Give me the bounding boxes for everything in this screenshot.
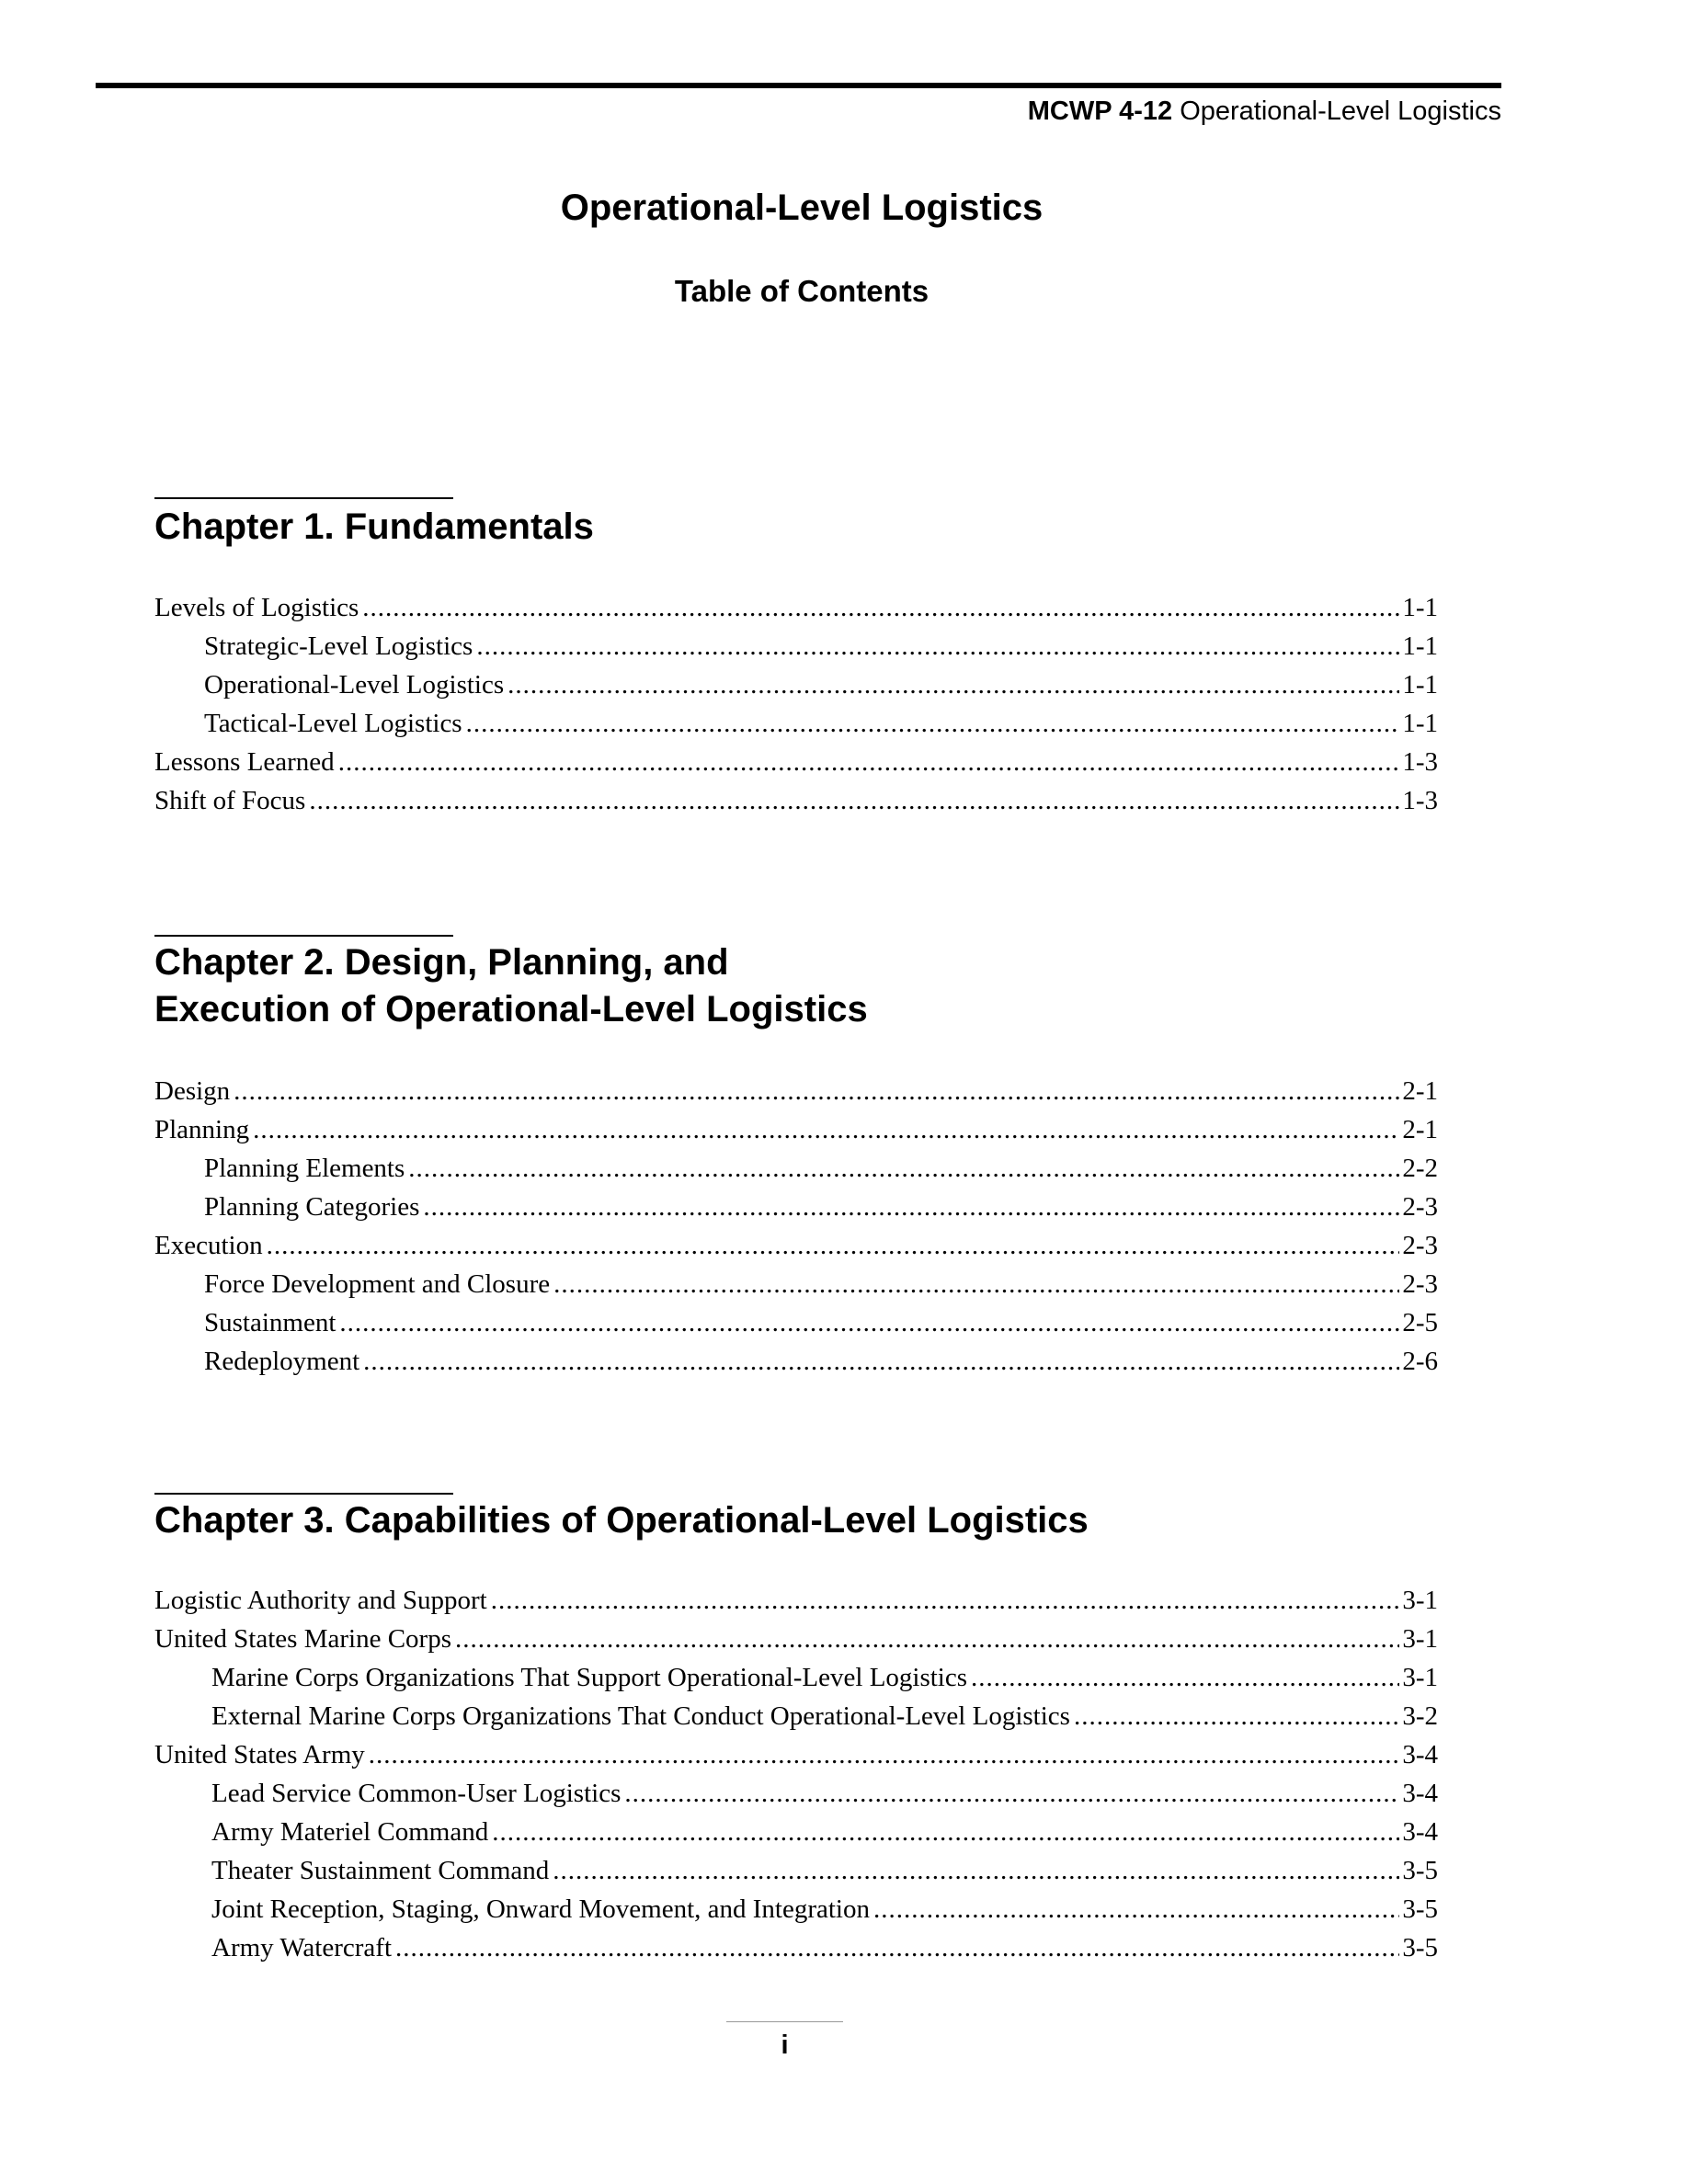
dot-leader bbox=[1074, 1697, 1399, 1735]
toc-entry-label: Theater Sustainment Command bbox=[211, 1856, 550, 1885]
dot-leader bbox=[553, 1851, 1399, 1890]
toc-entry[interactable] bbox=[154, 1581, 1438, 1620]
toc-entry-label: Joint Reception, Staging, Onward Movement, and Integration bbox=[211, 1894, 870, 1924]
dot-leader bbox=[253, 1110, 1399, 1149]
toc-entry-label: Lessons Learned bbox=[154, 747, 335, 777]
toc-entry-label: Planning Elements bbox=[204, 1154, 405, 1183]
toc-entry-label: Army Materiel Command bbox=[211, 1817, 489, 1847]
toc-entry-label: Army Watercraft bbox=[211, 1933, 393, 1962]
toc-entry[interactable] bbox=[154, 743, 1438, 781]
dot-leader bbox=[309, 781, 1399, 820]
toc-entry-label: Redeployment bbox=[204, 1347, 360, 1376]
toc-entry-page: 1-3 bbox=[1402, 786, 1438, 815]
page-number: i bbox=[781, 2030, 789, 2060]
dot-leader bbox=[234, 1072, 1399, 1110]
toc-entry-page: 3-2 bbox=[1402, 1701, 1438, 1731]
running-title: Operational-Level Logistics bbox=[1180, 97, 1501, 126]
document-title: Operational-Level Logistics bbox=[560, 188, 1044, 228]
dot-leader bbox=[363, 1342, 1399, 1381]
toc-entry-page: 1-1 bbox=[1402, 709, 1438, 738]
toc-entry-label: United States Army bbox=[154, 1740, 365, 1769]
chapter-3-heading-line: Chapter 3. Capabilities of Operational-Level Logistics bbox=[154, 1500, 1089, 1541]
chapter-3-heading bbox=[154, 1497, 1442, 1544]
dot-leader bbox=[971, 1658, 1399, 1697]
running-header bbox=[1028, 93, 1501, 130]
toc-entry-page: 3-4 bbox=[1402, 1740, 1438, 1769]
toc-entry[interactable] bbox=[154, 1813, 1438, 1851]
dot-leader bbox=[466, 704, 1400, 743]
dot-leader bbox=[508, 665, 1399, 704]
toc-entry-page: 1-1 bbox=[1402, 670, 1438, 700]
toc-entry-page: 3-1 bbox=[1402, 1624, 1438, 1654]
publication-id: MCWP 4-12 bbox=[1027, 97, 1173, 126]
toc-entry[interactable] bbox=[154, 1697, 1438, 1735]
dot-leader bbox=[408, 1149, 1399, 1188]
toc-entry-page: 1-3 bbox=[1402, 747, 1438, 777]
toc-entry[interactable] bbox=[154, 665, 1438, 704]
chapter-3-toc-list bbox=[154, 1581, 1438, 1967]
toc-entry[interactable] bbox=[154, 1188, 1438, 1226]
dot-leader bbox=[624, 1774, 1399, 1813]
chapter-3-rule bbox=[154, 1493, 453, 1495]
toc-entry-page: 2-3 bbox=[1402, 1269, 1438, 1299]
chapter-2-heading-line: Execution of Operational-Level Logistics bbox=[154, 989, 868, 1029]
chapter-1-rule bbox=[154, 497, 453, 499]
toc-entry[interactable] bbox=[154, 781, 1438, 820]
toc-entry[interactable] bbox=[154, 627, 1438, 665]
toc-entry[interactable] bbox=[154, 1072, 1438, 1110]
toc-entry-page: 2-2 bbox=[1402, 1154, 1438, 1183]
toc-entry-label: Shift of Focus bbox=[154, 786, 306, 815]
toc-entry[interactable] bbox=[154, 1620, 1438, 1658]
toc-entry-label: Lead Service Common-User Logistics bbox=[211, 1779, 622, 1808]
chapter-1-heading bbox=[154, 504, 1442, 551]
dot-leader bbox=[491, 1581, 1400, 1620]
dot-leader bbox=[338, 743, 1400, 781]
toc-entry-label: Marine Corps Organizations That Support Operational-Level Logistics bbox=[211, 1663, 968, 1692]
chapter-2-toc-list bbox=[154, 1072, 1438, 1381]
chapter-1-heading-line: Chapter 1. Fundamentals bbox=[154, 506, 594, 547]
toc-entry-page: 3-5 bbox=[1402, 1933, 1438, 1962]
toc-entry-page: 3-5 bbox=[1402, 1856, 1438, 1885]
toc-entry-label: Sustainment bbox=[204, 1308, 336, 1337]
toc-entry[interactable] bbox=[154, 588, 1438, 627]
toc-entry-label: Levels of Logistics bbox=[154, 593, 359, 622]
toc-entry[interactable] bbox=[154, 1774, 1438, 1813]
dot-leader bbox=[369, 1735, 1400, 1774]
toc-entry-page: 2-3 bbox=[1402, 1231, 1438, 1260]
dot-leader bbox=[395, 1928, 1399, 1967]
dot-leader bbox=[476, 627, 1399, 665]
toc-entry-page: 1-1 bbox=[1402, 593, 1438, 622]
toc-heading: Table of Contents bbox=[674, 274, 930, 308]
toc-entry-page: 2-6 bbox=[1402, 1347, 1438, 1376]
toc-entry[interactable] bbox=[154, 704, 1438, 743]
chapter-2-rule bbox=[154, 935, 453, 937]
toc-entry[interactable] bbox=[154, 1265, 1438, 1303]
toc-entry-page: 3-4 bbox=[1402, 1817, 1438, 1847]
toc-entry[interactable] bbox=[154, 1110, 1438, 1149]
chapter-1-toc-list bbox=[154, 588, 1438, 820]
toc-entry-label: Planning bbox=[154, 1115, 250, 1144]
toc-entry-label: Strategic-Level Logistics bbox=[204, 631, 473, 661]
toc-entry[interactable] bbox=[154, 1303, 1438, 1342]
dot-leader bbox=[455, 1620, 1399, 1658]
dot-leader bbox=[267, 1226, 1400, 1265]
dot-leader bbox=[553, 1265, 1399, 1303]
toc-entry-page: 3-4 bbox=[1402, 1779, 1438, 1808]
toc-entry[interactable] bbox=[154, 1735, 1438, 1774]
toc-entry-page: 2-1 bbox=[1402, 1115, 1438, 1144]
dot-leader bbox=[423, 1188, 1399, 1226]
toc-entry[interactable] bbox=[154, 1226, 1438, 1265]
toc-entry-label: Execution bbox=[154, 1231, 263, 1260]
toc-entry-page: 2-5 bbox=[1402, 1308, 1438, 1337]
toc-entry[interactable] bbox=[154, 1890, 1438, 1928]
toc-entry[interactable] bbox=[154, 1149, 1438, 1188]
toc-entry-page: 2-1 bbox=[1402, 1076, 1438, 1106]
toc-entry[interactable] bbox=[154, 1342, 1438, 1381]
toc-entry-label: Planning Categories bbox=[204, 1192, 420, 1222]
toc-entry-page: 2-3 bbox=[1402, 1192, 1438, 1222]
toc-entry-page: 1-1 bbox=[1402, 631, 1438, 661]
toc-entry-label: External Marine Corps Organizations That Conduct Operational-Level Logistics bbox=[211, 1701, 1070, 1731]
dot-leader bbox=[873, 1890, 1399, 1928]
dot-leader bbox=[492, 1813, 1399, 1851]
toc-entry-label: Tactical-Level Logistics bbox=[204, 709, 462, 738]
toc-entry-label: Logistic Authority and Support bbox=[154, 1586, 487, 1615]
toc-entry-page: 3-1 bbox=[1402, 1663, 1438, 1692]
dot-leader bbox=[339, 1303, 1399, 1342]
toc-entry-label: United States Marine Corps bbox=[154, 1624, 451, 1654]
toc-entry-page: 3-5 bbox=[1402, 1894, 1438, 1924]
toc-entry[interactable] bbox=[154, 1658, 1438, 1697]
toc-entry-page: 3-1 bbox=[1402, 1586, 1438, 1615]
chapter-2-heading bbox=[154, 939, 1442, 1033]
chapter-2-heading-line: Chapter 2. Design, Planning, and bbox=[154, 942, 729, 983]
toc-entry[interactable] bbox=[154, 1928, 1438, 1967]
toc-entry[interactable] bbox=[154, 1851, 1438, 1890]
toc-entry-label: Operational-Level Logistics bbox=[204, 670, 505, 700]
toc-entry-label: Force Development and Closure bbox=[204, 1269, 551, 1299]
dot-leader bbox=[362, 588, 1399, 627]
toc-entry-label: Design bbox=[154, 1076, 231, 1106]
footer-rule bbox=[726, 2021, 843, 2022]
header-rule bbox=[96, 83, 1501, 88]
